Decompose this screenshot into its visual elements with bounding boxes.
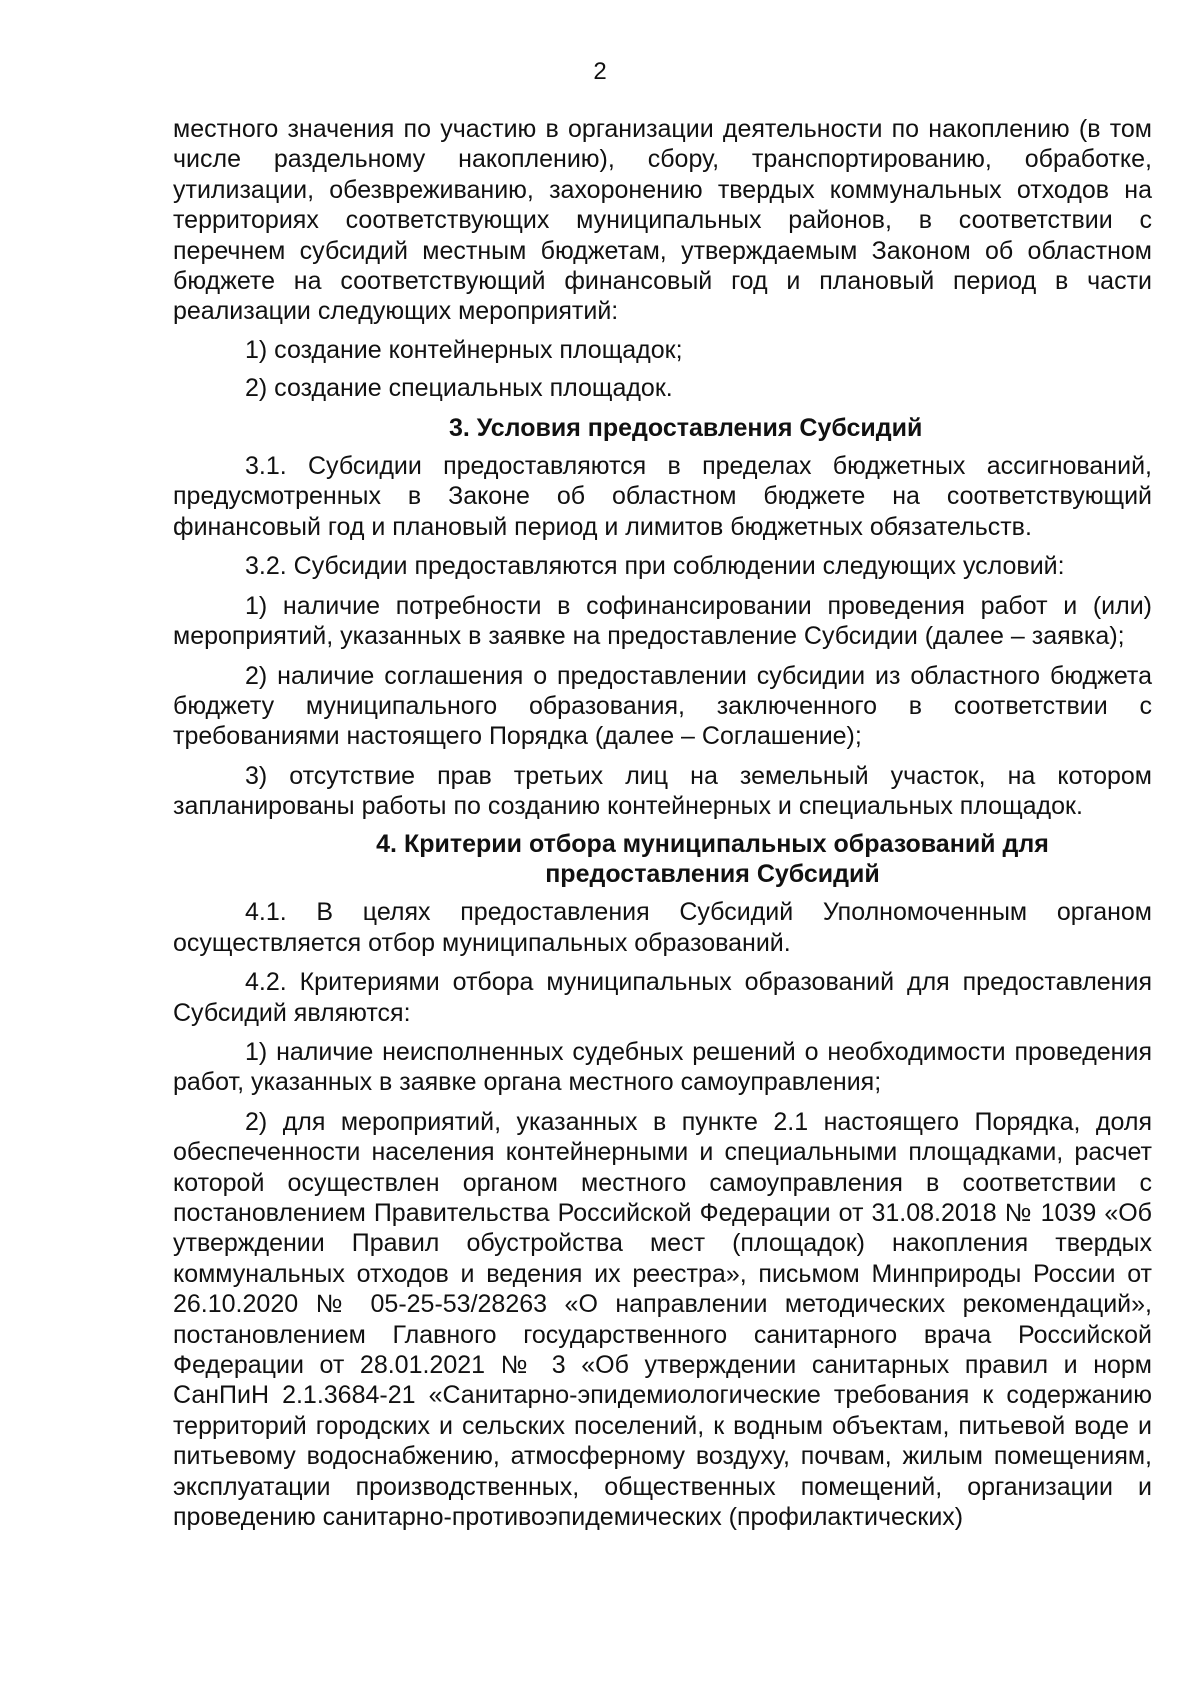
criterion-1: 1) наличие неисполненных судебных решений о необходимости проведения работ, указанных в заявке органа местного самоуправления; (173, 1037, 1152, 1097)
section-4-heading-line-1: 4. Критерии отбора муниципальных образований для (376, 829, 1049, 858)
criterion-2: 2) для мероприятий, указанных в пункте 2.1 настоящего Порядка, доля обеспеченности населения контейнерными и специальными площадками, расчет которой осуществлен органом местного самоуправления в соответствии с постановлением Правительства Российской Федерации от 31.08.2018 № 1039 «Об утверждении Правил обустройства мест (площадок) накопления твердых коммунальных отходов и ведения их реестра», письмом Минприроды России от 26.10.2020 № 05-25-53/28263 «О направлении методических рекомендаций», постановлением Главного государственного санитарного врача Российской Федерации от 28.01.2021 № 3 «Об утверждении санитарных правил и норм СанПиН 2.1.3684-21 «Санитарно-эпидемиологические требования к содержанию территорий городских и сельских поселений, к водным объектам, питьевой воде и питьевому водоснабжению, атмосферному воздуху, почвам, жилым помещениям, эксплуатации производственных, общественных помещений, организации и проведению санитарно-противоэпидемических (профилактических) (173, 1107, 1152, 1532)
section-4-heading (173, 829, 1152, 890)
clause-3-2: 3.2. Субсидии предоставляются при соблюдении следующих условий: (245, 552, 1065, 581)
clause-4-1: 4.1. В целях предоставления Субсидий Уполномоченным органом осуществляется отбор муниципальных образований. (173, 898, 1152, 957)
paragraph-continuation: местного значения по участию в организации деятельности по накоплению (в том числе раздельному накоплению), сбору, транспортированию, обработке, утилизации, обезвреживанию, захоронению твердых коммунальных отходов на территориях соответствующих муниципальных районов, в соответствии с перечнем субсидий местным бюджетам, утверждаемым Законом об областном бюджете на соответствующий финансовый год и плановый период в части реализации следующих мероприятий: (173, 115, 1152, 326)
page-number: 2 (593, 58, 607, 85)
document-body (173, 114, 1152, 1532)
section-3-heading: 3. Условия предоставления Субсидий (449, 413, 923, 442)
condition-3: 3) отсутствие прав третьих лиц на земельный участок, на котором запланированы работы по созданию контейнерных и специальных площадок. (173, 761, 1152, 821)
section-4-heading-line-2: предоставления Субсидий (545, 859, 880, 888)
clause-4-2: 4.2. Критериями отбора муниципальных образований для предоставления Субсидий являются: (173, 968, 1152, 1027)
condition-1: 1) наличие потребности в софинансировании проведения работ и (или) мероприятий, указанных в заявке на предоставление Субсидии (далее – заявка); (173, 591, 1152, 651)
list-item-special-sites: 2) создание специальных площадок. (245, 374, 673, 403)
clause-3-1: 3.1. Субсидии предоставляются в пределах бюджетных ассигнований, предусмотренных в Законе об областном бюджете на соответствующий финансовый год и плановый период и лимитов бюджетных обязательств. (173, 452, 1152, 541)
list-item-containers: 1) создание контейнерных площадок; (245, 335, 683, 364)
condition-2: 2) наличие соглашения о предоставлении субсидии из областного бюджета бюджету муниципального образования, заключенного в соответствии с требованиями настоящего Порядка (далее – Соглашение); (173, 661, 1152, 751)
